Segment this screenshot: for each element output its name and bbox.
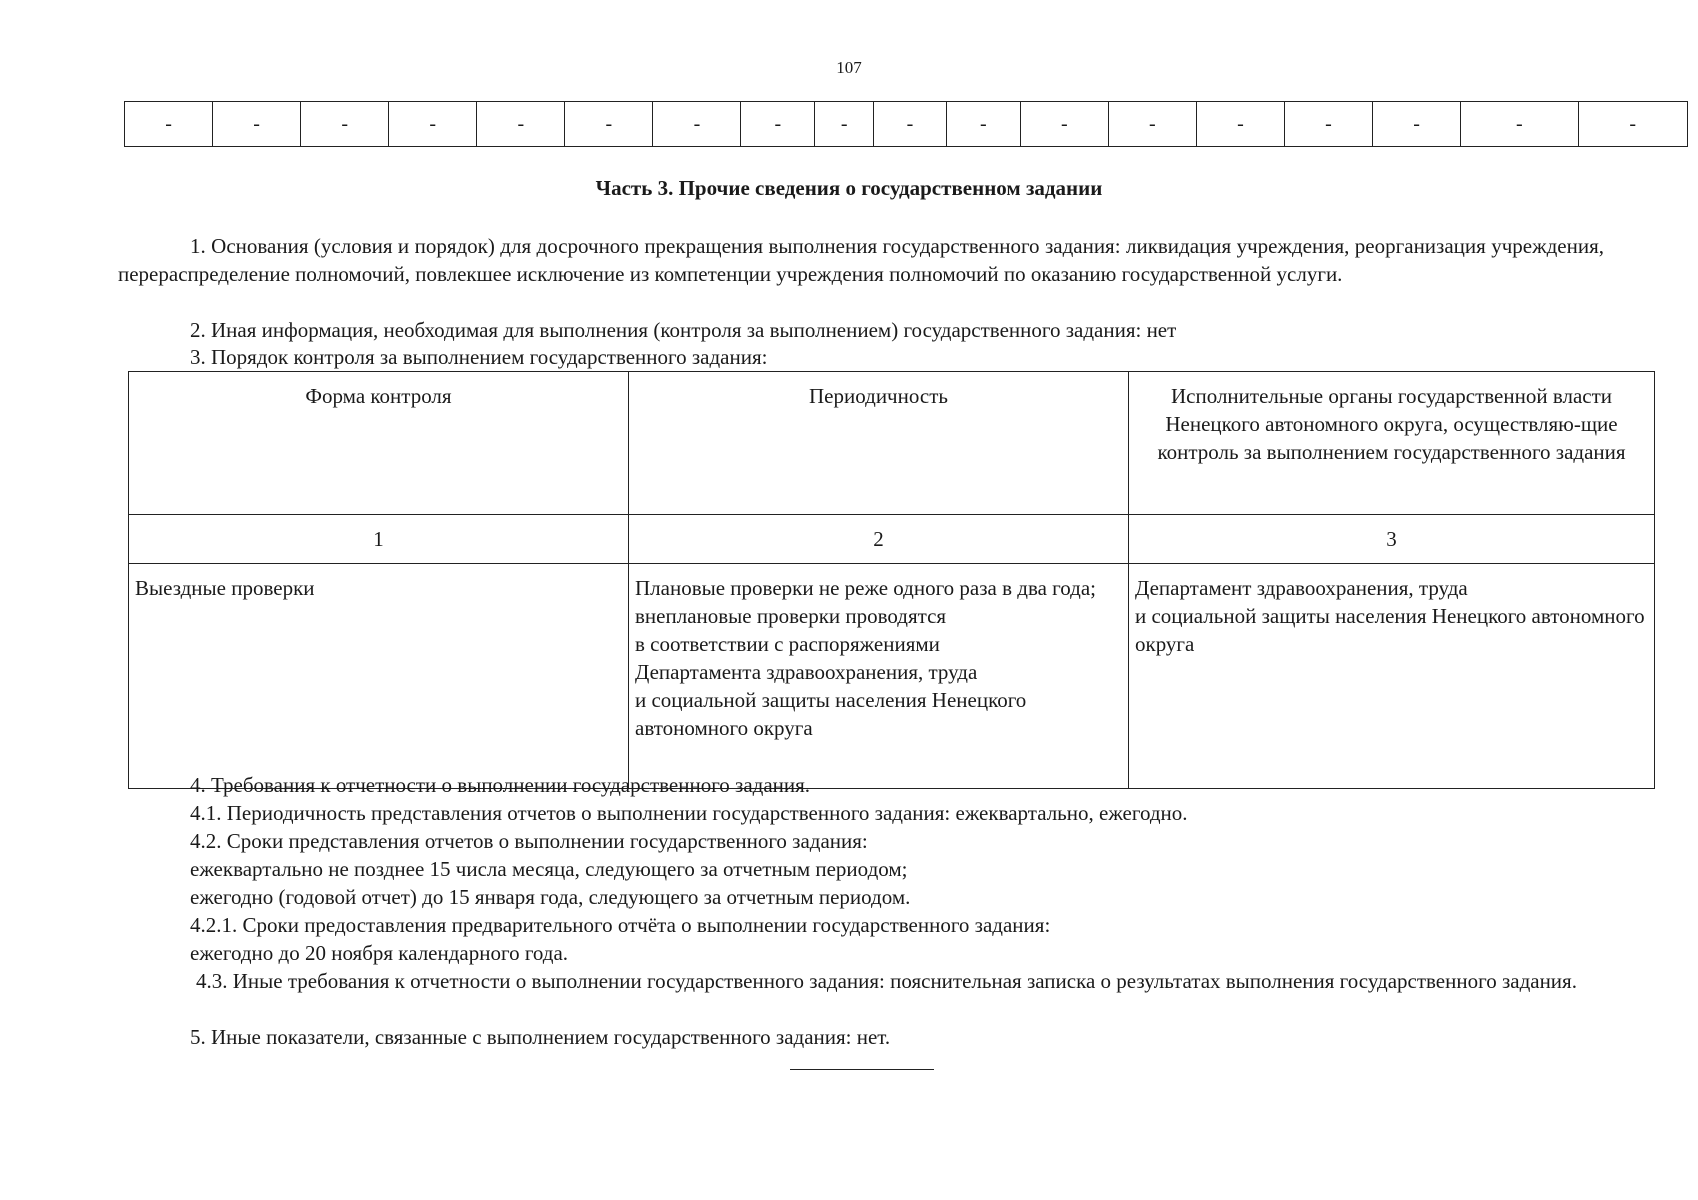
- dash-cell: -: [389, 102, 477, 147]
- paragraph-4-2-1: 4.2.1. Сроки предоставления предварительного отчёта о выполнении государственного задания:: [190, 913, 1051, 937]
- cell-form: Выездные проверки: [129, 564, 629, 789]
- table-row: [129, 564, 1655, 789]
- control-table-number-row: [129, 515, 1655, 564]
- dash-row: [125, 102, 1688, 147]
- page-number: 107: [836, 58, 862, 77]
- dash-cell: -: [946, 102, 1020, 147]
- dash-cell: -: [1196, 102, 1284, 147]
- header-periodicity: Периодичность: [629, 372, 1129, 515]
- dash-cell: -: [1578, 102, 1687, 147]
- dash-cell: -: [1373, 102, 1461, 147]
- cell-authority: Департамент здравоохранения, труда и социальной защиты населения Ненецкого автономного округа: [1129, 564, 1655, 789]
- dash-cell: -: [1108, 102, 1196, 147]
- column-number: 3: [1129, 515, 1655, 564]
- column-number: 1: [129, 515, 629, 564]
- dash-cell: -: [874, 102, 947, 147]
- header-form: Форма контроля: [129, 372, 629, 515]
- dash-cell: -: [1284, 102, 1372, 147]
- dash-cell: -: [741, 102, 815, 147]
- paragraph-4-2-a: ежеквартально не позднее 15 числа месяца, следующего за отчетным периодом;: [190, 857, 908, 881]
- paragraph-3: 3. Порядок контроля за выполнением государственного задания:: [190, 345, 768, 369]
- control-table: [128, 371, 1655, 789]
- paragraph-5: 5. Иные показатели, связанные с выполнением государственного задания: нет.: [190, 1025, 891, 1049]
- dash-cell: -: [125, 102, 213, 147]
- paragraph-4: 4. Требования к отчетности о выполнении государственного задания.: [190, 773, 811, 797]
- end-rule: [790, 1069, 934, 1070]
- dash-cell: -: [301, 102, 389, 147]
- dash-cell: -: [1020, 102, 1108, 147]
- control-table-header-row: [129, 372, 1655, 515]
- header-authority: Исполнительные органы государственной власти Ненецкого автономного округа, осуществляю-щие контроль за выполнением государственного задания: [1129, 372, 1655, 515]
- paragraph-4-2-1-a: ежегодно до 20 ноября календарного года.: [190, 941, 569, 965]
- paragraph-4-2: 4.2. Сроки представления отчетов о выполнении государственного задания:: [190, 829, 868, 853]
- part-title: Часть 3. Прочие сведения о государственном задании: [595, 176, 1103, 200]
- paragraph-4-1: 4.1. Периодичность представления отчетов о выполнении государственного задания: ежеквартально, ежегодно.: [190, 801, 1188, 825]
- dash-cell: -: [653, 102, 741, 147]
- paragraph-1: 1. Основания (условия и порядок) для досрочного прекращения выполнения государственного задания: ликвидация учреждения, реорганизация учреждения, перераспределение полномочий, повлекшее исключение из компетенции учреждения полномочий по оказанию государственной услуги.: [118, 234, 1604, 286]
- dash-cell: -: [213, 102, 301, 147]
- dash-cell: -: [477, 102, 565, 147]
- cell-periodicity: Плановые проверки не реже одного раза в два года; внеплановые проверки проводятся в соответствии с распоряжениями Департамента здравоохранения, труда и социальной защиты населения Ненецкого автономного округа: [629, 564, 1129, 789]
- dash-cell: -: [815, 102, 874, 147]
- paragraph-2: 2. Иная информация, необходимая для выполнения (контроля за выполнением) государственного задания: нет: [190, 318, 1177, 342]
- column-number: 2: [629, 515, 1129, 564]
- paragraph-4-3: 4.3. Иные требования к отчетности о выполнении государственного задания: пояснительная записка о результатах выполнения государственного задания.: [196, 969, 1577, 993]
- dash-cell: -: [565, 102, 653, 147]
- paragraph-4-2-b: ежегодно (годовой отчет) до 15 января года, следующего за отчетным периодом.: [190, 885, 911, 909]
- dash-table: [124, 101, 1688, 147]
- dash-cell: -: [1461, 102, 1578, 147]
